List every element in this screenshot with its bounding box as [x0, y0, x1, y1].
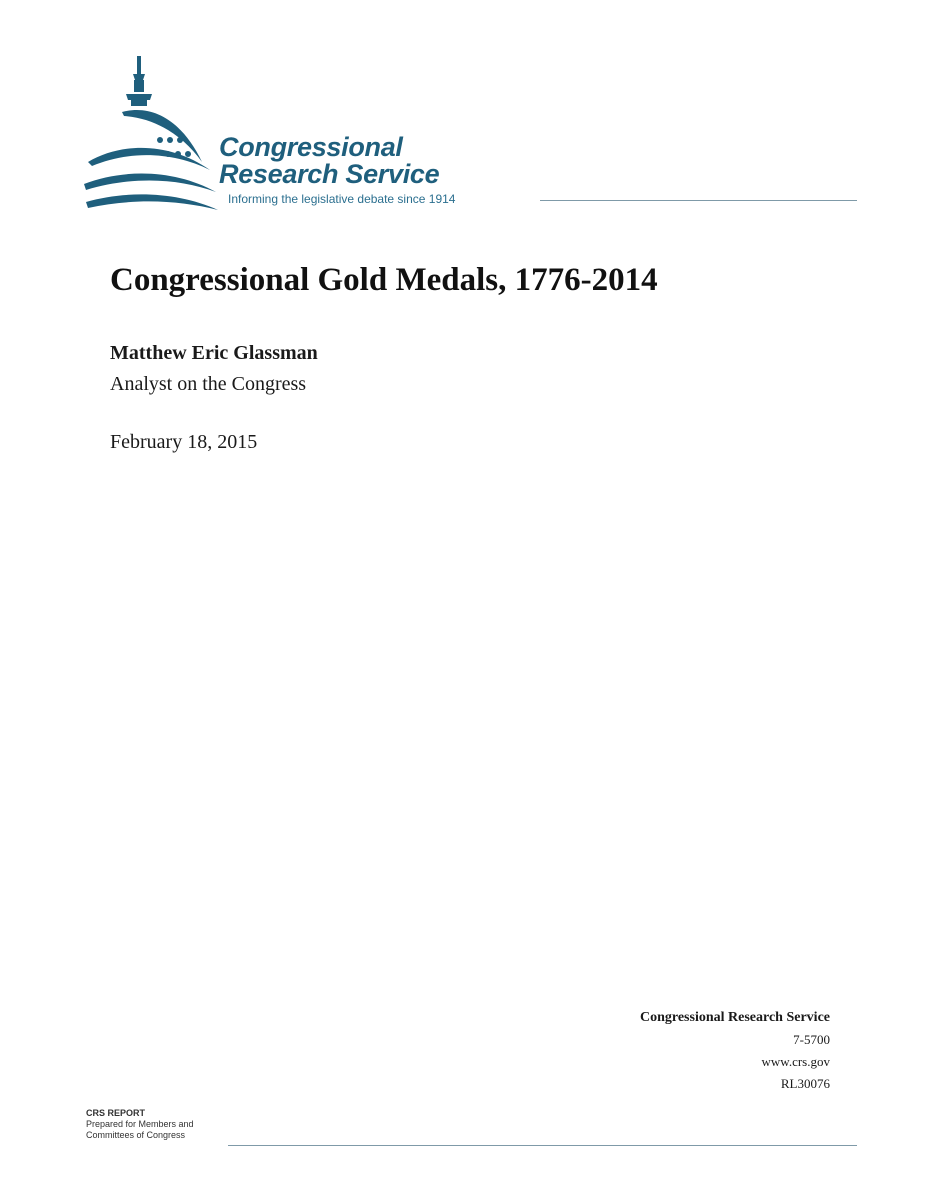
footer-label: [86, 1108, 194, 1141]
footer-line-2: Prepared for Members and: [86, 1119, 194, 1129]
logo-tagline: Informing the legislative debate since 1914: [228, 192, 456, 206]
author-name: Matthew Eric Glassman: [110, 342, 318, 364]
author-role: Analyst on the Congress: [110, 373, 307, 395]
logo-name-line1: Congressional: [219, 132, 403, 162]
header-divider: [540, 200, 857, 201]
contact-organization: Congressional Research Service: [639, 1010, 830, 1025]
footer-divider: [228, 1145, 857, 1146]
footer-report-label: CRS REPORT: [86, 1108, 146, 1118]
organization-logo-name: [219, 134, 439, 188]
report-date: February 18, 2015: [110, 431, 258, 453]
contact-block: [640, 1007, 830, 1095]
contact-website: www.crs.gov: [761, 1054, 830, 1069]
logo-name-line2: Research Service: [219, 159, 440, 189]
contact-phone: 7-5700: [793, 1032, 830, 1047]
capitol-dome-icon: [82, 50, 242, 210]
footer-line-3: Committees of Congress: [86, 1130, 186, 1140]
report-number: RL30076: [780, 1076, 830, 1091]
document-title: Congressional Gold Medals, 1776-2014: [110, 262, 658, 298]
